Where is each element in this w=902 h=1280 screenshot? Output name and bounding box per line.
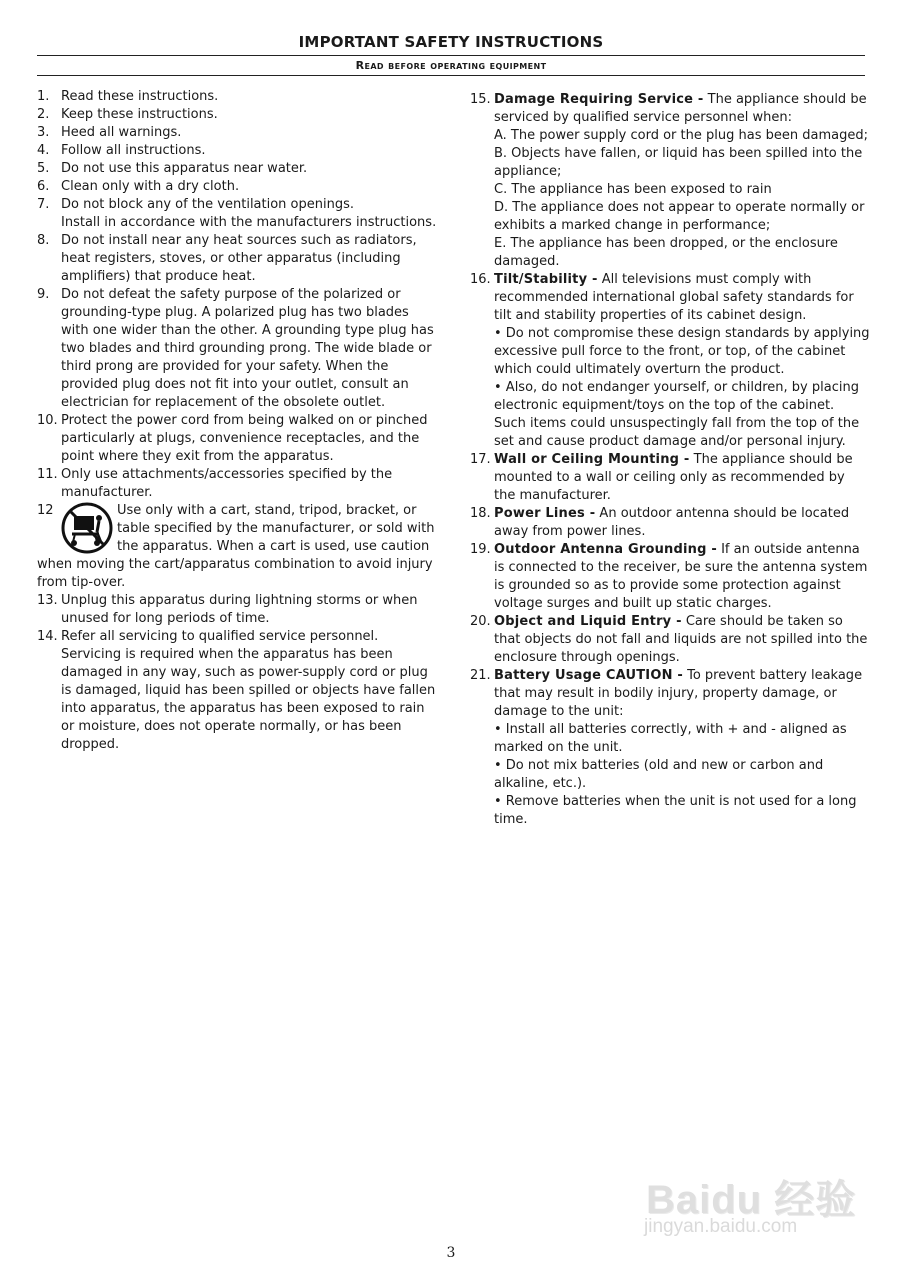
- item-text: Follow all instructions.: [61, 143, 206, 158]
- instruction-list-left: [37, 88, 437, 502]
- item-text-extra: Install in accordance with the manufacturers instructions.: [61, 215, 437, 230]
- instruction-item: [37, 412, 437, 466]
- item-heading: Battery Usage CAUTION -: [494, 668, 683, 683]
- page-number: 3: [446, 1245, 456, 1261]
- instruction-list-right: [470, 91, 870, 829]
- item-body: [494, 91, 870, 271]
- item-text: Refer all servicing to qualified service personnel. Servicing is required when the apparatus has been damaged in any way, such as power-supply cord or plug is damaged, liquid has been spilled or objects have fallen into apparatus, the apparatus has been exposed to rain or moisture, does not operate normally, or has been dropped.: [61, 629, 436, 752]
- item-body: [494, 667, 870, 829]
- item-number: 17.: [470, 452, 491, 467]
- item-number: 19.: [470, 542, 491, 557]
- item-number: 3.: [37, 125, 50, 140]
- instruction-item: [37, 88, 437, 106]
- item-number: 4.: [37, 143, 50, 158]
- item-heading: Wall or Ceiling Mounting -: [494, 452, 690, 467]
- item-subline: • Do not mix batteries (old and new or carbon and alkaline, etc.).: [494, 758, 824, 791]
- left-column: [37, 88, 437, 754]
- item-text: Clean only with a dry cloth.: [61, 179, 240, 194]
- instruction-item: [37, 196, 437, 232]
- item-subline: • Remove batteries when the unit is not used for a long time.: [494, 794, 857, 827]
- instruction-item: [37, 232, 437, 286]
- instruction-item: [37, 628, 437, 754]
- instruction-item: [37, 106, 437, 124]
- instruction-item: [37, 142, 437, 160]
- item-text: An outdoor antenna should be located away from power lines.: [494, 506, 850, 539]
- item-number: 20.: [470, 614, 491, 629]
- item-number: 15.: [470, 92, 491, 107]
- item-number: 1.: [37, 89, 50, 104]
- item-body: [494, 541, 870, 613]
- item-number: 16.: [470, 272, 491, 287]
- cart-warning-icon: [61, 502, 113, 554]
- item-text: Do not defeat the safety purpose of the polarized or grounding-type plug. A polarized plug has two blades with one wider than the other. A grounding type plug has two blades and third grounding prong. The wide blade or third prong are provided for your safety. When the provided plug does not fit into your outlet, consult an electrician for replacement of the obsolete outlet.: [61, 287, 434, 410]
- instruction-item: [470, 271, 870, 451]
- item-body: [61, 196, 437, 232]
- item-number: 13.: [37, 593, 58, 608]
- item-number: 12: [37, 503, 54, 518]
- item-subline: • Also, do not endanger yourself, or children, by placing electronic equipment/toys on the top of the cabinet. Such items could unsuspectingly fall from the top of the set and cause product damage and/or personal injury.: [494, 380, 860, 449]
- item-body: [61, 178, 437, 196]
- watermark-url: jingyan.baidu.com: [644, 1216, 798, 1237]
- item-paragraph: [494, 451, 870, 505]
- item-heading: Object and Liquid Entry -: [494, 614, 682, 629]
- instruction-item-12: [37, 502, 437, 556]
- item-number: 6.: [37, 179, 50, 194]
- item-text: Only use attachments/accessories specified by the manufacturer.: [61, 467, 393, 500]
- item-number: 21.: [470, 668, 491, 683]
- item-text: All televisions must comply with recommended international global safety standards for tilt and stability properties of its cabinet design.: [494, 272, 854, 323]
- item-body: [61, 160, 437, 178]
- item-text: Heed all warnings.: [61, 125, 182, 140]
- item-subline: B. Objects have fallen, or liquid has been spilled into the appliance;: [494, 146, 863, 179]
- item-number: 11.: [37, 467, 58, 482]
- instruction-item: [470, 451, 870, 505]
- item-number: 14.: [37, 629, 58, 644]
- item-text: when moving the cart/apparatus combination to avoid injury from tip-over.: [37, 557, 433, 590]
- item-body: [61, 286, 437, 412]
- item-text: Protect the power cord from being walked on or pinched particularly at plugs, convenience receptacles, and the point where they exit from the apparatus.: [61, 413, 428, 464]
- item-subline: E. The appliance has been dropped, or the enclosure damaged.: [494, 236, 838, 269]
- instruction-item: [470, 613, 870, 667]
- item-number: 8.: [37, 233, 50, 248]
- item-paragraph: [494, 505, 870, 541]
- item-body: [61, 628, 437, 754]
- item-text: Do not install near any heat sources such as radiators, heat registers, stoves, or other apparatus (including amplifiers) that produce heat.: [61, 233, 417, 284]
- item-subline: • Do not compromise these design standards by applying excessive pull force to the front, or top, of the cabinet which could ultimately overturn the product.: [494, 326, 870, 377]
- item-heading: Power Lines -: [494, 506, 596, 521]
- instruction-item: [37, 466, 437, 502]
- item-paragraph: [494, 91, 870, 127]
- item-subline: C. The appliance has been exposed to rain: [494, 182, 772, 197]
- item-text: Use only with a cart, stand, tripod, bracket, or table specified by the manufacturer, or sold with the apparatus. When a cart is used, use caution: [117, 503, 435, 554]
- item-number: 2.: [37, 107, 50, 122]
- item-number: 5.: [37, 161, 50, 176]
- watermark: [640, 1140, 880, 1250]
- page-subtitle: Read before operating equipment: [37, 56, 865, 76]
- instruction-item-12-continued: [37, 556, 437, 592]
- right-column: [470, 91, 870, 829]
- item-body: [494, 271, 870, 451]
- item-text: To prevent battery leakage that may result in bodily injury, property damage, or damage to the unit:: [494, 668, 863, 719]
- item-body: [61, 88, 437, 106]
- item-number: 18.: [470, 506, 491, 521]
- instruction-item: [470, 91, 870, 271]
- item-heading: Outdoor Antenna Grounding -: [494, 542, 717, 557]
- item-subline: A. The power supply cord or the plug has been damaged;: [494, 128, 868, 143]
- page-title: IMPORTANT SAFETY INSTRUCTIONS: [37, 32, 865, 56]
- instruction-item: [37, 160, 437, 178]
- instruction-item: [470, 667, 870, 829]
- item-number: 7.: [37, 197, 50, 212]
- item-body: [494, 451, 870, 505]
- item-body: [494, 505, 870, 541]
- instruction-item: [470, 541, 870, 613]
- item-paragraph: [494, 541, 870, 613]
- page-header: [37, 32, 865, 76]
- instruction-item: [37, 124, 437, 142]
- item-body: [61, 142, 437, 160]
- item-body: [494, 613, 870, 667]
- item-heading: Tilt/Stability -: [494, 272, 598, 287]
- item-number: 10.: [37, 413, 58, 428]
- instruction-list-left-b: [37, 592, 437, 754]
- item-body: [61, 592, 437, 628]
- watermark-brand: Baidu 经验: [646, 1178, 857, 1222]
- item-paragraph: [494, 613, 870, 667]
- item-text: Keep these instructions.: [61, 107, 218, 122]
- item-text: The appliance should be mounted to a wall or ceiling only as recommended by the manufacturer.: [494, 452, 853, 503]
- item-text: Unplug this apparatus during lightning storms or when unused for long periods of time.: [61, 593, 418, 626]
- item-number: 9.: [37, 287, 50, 302]
- item-text: The appliance should be serviced by qualified service personnel when:: [494, 92, 867, 125]
- instruction-item: [37, 178, 437, 196]
- item-text: Do not use this apparatus near water.: [61, 161, 308, 176]
- item-heading: Damage Requiring Service -: [494, 92, 704, 107]
- item-subline: • Install all batteries correctly, with + and - aligned as marked on the unit.: [494, 722, 847, 755]
- instruction-item: [470, 505, 870, 541]
- item-text: Do not block any of the ventilation openings.: [61, 197, 355, 212]
- item-text: Read these instructions.: [61, 89, 219, 104]
- item-text: If an outside antenna is connected to the receiver, be sure the antenna system is grounded so as to provide some protection against voltage surges and built up static charges.: [494, 542, 868, 611]
- item-text: Care should be taken so that objects do not fall and liquids are not spilled into the enclosure through openings.: [494, 614, 868, 665]
- item-paragraph: [494, 667, 870, 721]
- instruction-item: [37, 286, 437, 412]
- item-subline: D. The appliance does not appear to operate normally or exhibits a marked change in performance;: [494, 200, 865, 233]
- item-body: [61, 106, 437, 124]
- item-body: [61, 412, 437, 466]
- item-body: [61, 466, 437, 502]
- instruction-item: [37, 592, 437, 628]
- item-paragraph: [494, 271, 870, 325]
- item-body: [61, 124, 437, 142]
- item-body: [61, 232, 437, 286]
